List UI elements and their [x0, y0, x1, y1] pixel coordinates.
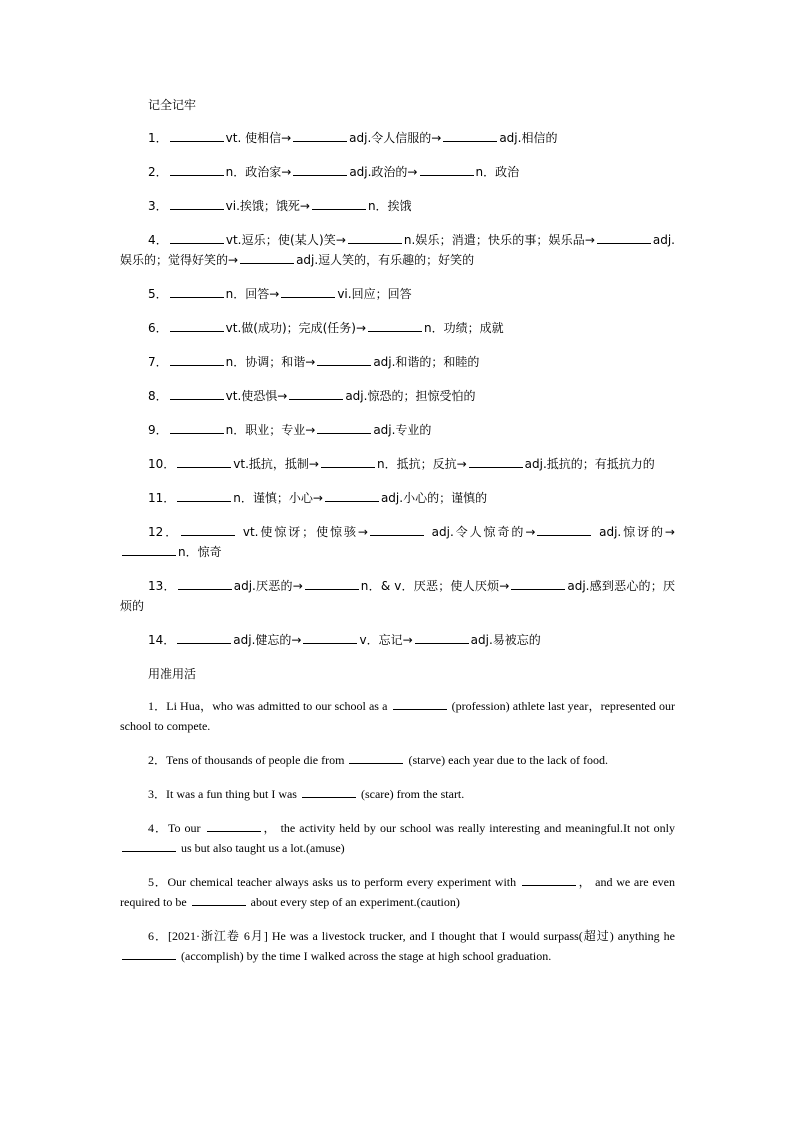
item-text: vt. 使相信→	[225, 131, 292, 145]
item-text: 4．To our	[148, 821, 205, 835]
answer-blank[interactable]	[537, 523, 591, 536]
item-text: (scare) from the start.	[357, 787, 465, 801]
item-text: n．谨慎；小心→	[233, 491, 323, 505]
item-text: n．& v．厌恶；使人厌烦→	[360, 579, 510, 593]
section-title-usage: 用准用活	[148, 667, 197, 681]
answer-blank[interactable]	[240, 251, 294, 264]
item-text: 5．Our chemical teacher always asks us to perform every experiment with	[148, 875, 520, 889]
item-text: 1．	[148, 131, 168, 145]
answer-blank[interactable]	[415, 631, 469, 644]
exercise-list	[120, 696, 675, 966]
item-text: vi.挨饿；饿死→	[225, 199, 310, 213]
item-text: about every step of an experiment.(caution)	[247, 895, 460, 909]
item-text: n．挨饿	[367, 199, 412, 213]
answer-blank[interactable]	[181, 523, 235, 536]
answer-blank[interactable]	[368, 319, 422, 332]
item-text: 6．[2021·浙江卷 6月] He was a livestock trucker, and I thought that I would surpass(超过) anything he	[148, 929, 675, 943]
exercise-item-2	[120, 750, 675, 770]
item-text: 3．	[148, 199, 168, 213]
answer-blank[interactable]	[370, 523, 424, 536]
item-text: adj.政治的→	[349, 165, 418, 179]
item-text: 7．	[148, 355, 168, 369]
vocab-item-14	[120, 630, 675, 650]
item-text: 5．	[148, 287, 168, 301]
item-text: 9．	[148, 423, 168, 437]
answer-blank[interactable]	[122, 543, 176, 556]
item-text: n．惊奇	[178, 545, 222, 559]
answer-blank[interactable]	[170, 421, 224, 434]
answer-blank[interactable]	[302, 785, 356, 798]
exercise-item-3	[120, 784, 675, 804]
exercise-item-6	[120, 926, 675, 966]
answer-blank[interactable]	[393, 697, 447, 710]
item-text: 4．	[148, 233, 168, 247]
item-text: 14．	[148, 633, 176, 647]
answer-blank[interactable]	[349, 751, 403, 764]
answer-blank[interactable]	[192, 893, 246, 906]
answer-blank[interactable]	[317, 421, 371, 434]
item-text: vt.抵抗，抵制→	[233, 457, 319, 471]
vocab-list	[120, 128, 675, 650]
answer-blank[interactable]	[348, 231, 402, 244]
exercise-item-5	[120, 872, 675, 912]
answer-blank[interactable]	[420, 163, 474, 176]
item-text: 1．Li Hua，who was admitted to our school as a	[148, 699, 391, 713]
item-text: ， and we are even required to be	[120, 875, 675, 909]
item-text: adj.惊讶的→	[593, 525, 675, 539]
item-text: 10．	[148, 457, 176, 471]
vocab-item-6	[120, 318, 675, 338]
item-text: adj.易被忘的	[470, 633, 541, 647]
item-text: n．功绩；成就	[424, 321, 504, 335]
answer-blank[interactable]	[122, 947, 176, 960]
answer-blank[interactable]	[443, 129, 497, 142]
section-title-memorize: 记全记牢	[148, 98, 197, 112]
answer-blank[interactable]	[170, 387, 224, 400]
vocab-item-13	[120, 576, 675, 616]
vocab-item-4	[120, 230, 675, 270]
item-text: n．政治	[475, 165, 520, 179]
item-text: n.娱乐；消遣；快乐的事；娱乐品→	[403, 233, 595, 247]
item-text: v．忘记→	[359, 633, 413, 647]
answer-blank[interactable]	[469, 455, 523, 468]
worksheet-page	[120, 95, 675, 980]
vocab-item-11	[120, 488, 675, 508]
item-text: (starve) each year due to the lack of food.	[405, 753, 609, 767]
item-text: adj.小心的；谨慎的	[380, 491, 488, 505]
answer-blank[interactable]	[511, 577, 565, 590]
answer-blank[interactable]	[170, 163, 224, 176]
item-text: vi.回应；回答	[337, 287, 412, 301]
item-text: (profession) athlete last year，represented our school to compete.	[120, 699, 675, 733]
item-text: n．抵抗；反抗→	[376, 457, 467, 471]
answer-blank[interactable]	[305, 577, 359, 590]
item-text: adj.抵抗的；有抵抗力的	[524, 457, 655, 471]
answer-blank[interactable]	[303, 631, 357, 644]
item-text: adj.令人信服的→	[349, 131, 442, 145]
answer-blank[interactable]	[597, 231, 651, 244]
item-text: adj.惊恐的；担惊受怕的	[345, 389, 476, 403]
answer-blank[interactable]	[177, 631, 231, 644]
item-text: us but also taught us a lot.(amuse)	[178, 841, 345, 855]
answer-blank[interactable]	[170, 197, 224, 210]
answer-blank[interactable]	[170, 353, 224, 366]
answer-blank[interactable]	[522, 873, 576, 886]
vocab-item-5	[120, 284, 675, 304]
item-text: n．政治家→	[225, 165, 292, 179]
item-text: 2．	[148, 165, 168, 179]
item-text: 13．	[148, 579, 176, 593]
item-text: adj.专业的	[373, 423, 432, 437]
answer-blank[interactable]	[177, 455, 231, 468]
item-text: (accomplish) by the time I walked across the stage at high school graduation.	[178, 949, 552, 963]
answer-blank[interactable]	[321, 455, 375, 468]
vocab-item-3	[120, 196, 675, 216]
vocab-item-10	[120, 454, 675, 474]
item-text: n．协调；和谐→	[225, 355, 316, 369]
answer-blank[interactable]	[289, 387, 343, 400]
item-text: adj.感到恶心的；厌烦的	[120, 579, 675, 613]
answer-blank[interactable]	[317, 353, 371, 366]
vocab-item-2	[120, 162, 675, 182]
exercise-item-4	[120, 818, 675, 858]
answer-blank[interactable]	[312, 197, 366, 210]
item-text: adj.厌恶的→	[233, 579, 303, 593]
item-text: adj.娱乐的；觉得好笑的→	[120, 233, 675, 267]
item-text: 11．	[148, 491, 176, 505]
item-text: n．回答→	[225, 287, 280, 301]
vocab-item-1	[120, 128, 675, 148]
item-text: adj.和谐的；和睦的	[373, 355, 480, 369]
item-text: n．职业；专业→	[225, 423, 316, 437]
answer-blank[interactable]	[293, 163, 347, 176]
item-text: adj.令人惊奇的→	[425, 525, 536, 539]
item-text: 2．Tens of thousands of people die from	[148, 753, 348, 767]
item-text: adj.相信的	[499, 131, 558, 145]
vocab-item-9	[120, 420, 675, 440]
item-text: 6．	[148, 321, 168, 335]
answer-blank[interactable]	[170, 129, 224, 142]
item-text: 12．	[148, 525, 180, 539]
answer-blank[interactable]	[178, 577, 232, 590]
item-text: vt.逗乐；使(某人)笑→	[225, 233, 346, 247]
answer-blank[interactable]	[170, 319, 224, 332]
item-text: 3．It was a fun thing but I was	[148, 787, 300, 801]
item-text: vt.使惊讶；使惊骇→	[237, 525, 368, 539]
answer-blank[interactable]	[170, 231, 224, 244]
vocab-item-12	[120, 522, 675, 562]
answer-blank[interactable]	[293, 129, 347, 142]
item-text: 8．	[148, 389, 168, 403]
item-text: ， the activity held by our school was really interesting and meaningful.It not only	[262, 821, 675, 835]
item-text: adj.逗人笑的，有乐趣的；好笑的	[296, 253, 475, 267]
answer-blank[interactable]	[281, 285, 335, 298]
item-text: vt.做(成功)；完成(任务)→	[225, 321, 367, 335]
answer-blank[interactable]	[122, 839, 176, 852]
answer-blank[interactable]	[325, 489, 379, 502]
exercise-item-1	[120, 696, 675, 736]
vocab-item-7	[120, 352, 675, 372]
answer-blank[interactable]	[170, 285, 224, 298]
vocab-item-8	[120, 386, 675, 406]
item-text: vt.使恐惧→	[225, 389, 288, 403]
answer-blank[interactable]	[177, 489, 231, 502]
answer-blank[interactable]	[207, 819, 261, 832]
item-text: adj.健忘的→	[233, 633, 302, 647]
